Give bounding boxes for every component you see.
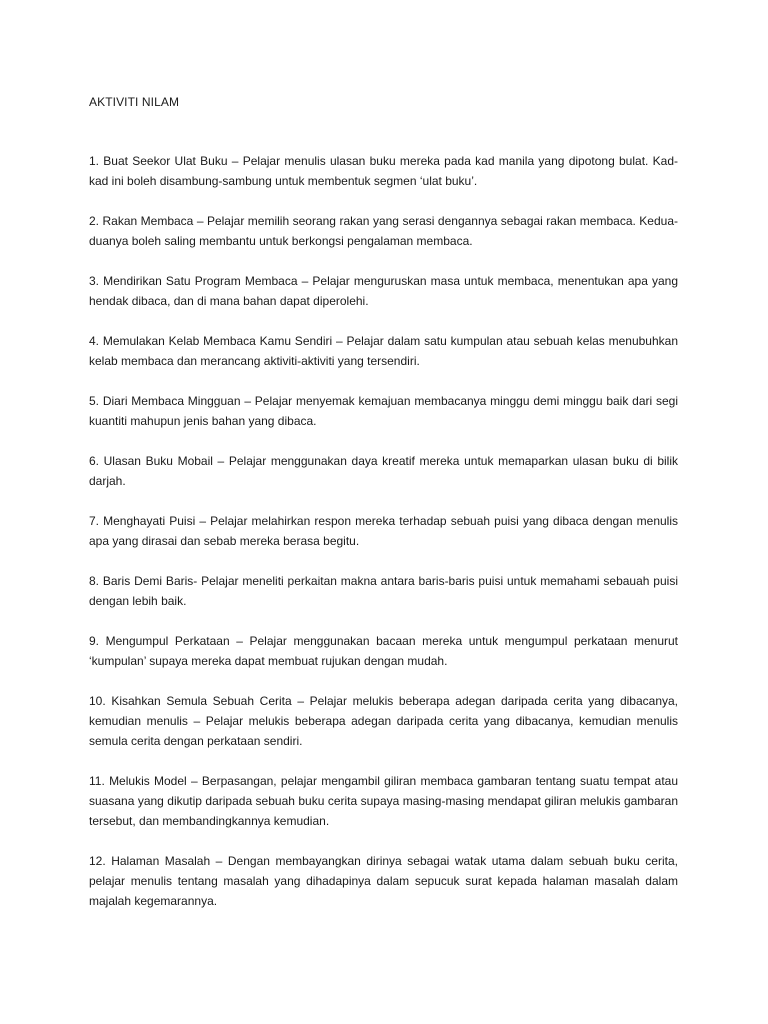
- activity-item-1: 1. Buat Seekor Ulat Buku – Pelajar menulis ulasan buku mereka pada kad manila yang dipotong bulat. Kad-kad ini boleh disambung-sambung untuk membentuk segmen ‘ulat buku’.: [89, 154, 678, 188]
- activity-item-10: 10. Kisahkan Semula Sebuah Cerita – Pelajar melukis beberapa adegan daripada cerita yang dibacanya, kemudian menulis – Pelajar melukis beberapa adegan daripada cerita yang dibacanya, kemudian menulis semula cerita dengan perkataan sendiri.: [89, 694, 678, 748]
- activity-item-5: 5. Diari Membaca Mingguan – Pelajar menyemak kemajuan membacanya minggu demi minggu baik dari segi kuantiti mahupun jenis bahan yang dibaca.: [89, 394, 678, 428]
- activity-item-11: 11. Melukis Model – Berpasangan, pelajar mengambil giliran membaca gambaran tentang suatu tempat atau suasana yang dikutip daripada sebuah buku cerita supaya masing-masing mendapat giliran melukis gambaran tersebut, dan membandingkannya kemudian.: [89, 774, 678, 828]
- activity-item-12: 12. Halaman Masalah – Dengan membayangkan dirinya sebagai watak utama dalam sebuah buku cerita, pelajar menulis tentang masalah yang dihadapinya dalam sepucuk surat kepada halaman masalah dalam majalah kegemarannya.: [89, 854, 678, 908]
- activity-item-2: 2. Rakan Membaca – Pelajar memilih seorang rakan yang serasi dengannya sebagai rakan membaca. Kedua-duanya boleh saling membantu untuk berkongsi pengalaman membaca.: [89, 214, 678, 248]
- activity-item-8: 8. Baris Demi Baris- Pelajar meneliti perkaitan makna antara baris-baris puisi untuk memahami sebauah puisi dengan lebih baik.: [89, 574, 678, 608]
- activity-item-7: 7. Menghayati Puisi – Pelajar melahirkan respon mereka terhadap sebuah puisi yang dibaca dengan menulis apa yang dirasai dan sebab mereka berasa begitu.: [89, 514, 678, 548]
- activity-list: [89, 151, 678, 931]
- activity-item-3: 3. Mendirikan Satu Program Membaca – Pelajar menguruskan masa untuk membaca, menentukan apa yang hendak dibaca, dan di mana bahan dapat diperolehi.: [89, 274, 678, 308]
- activity-item-6: 6. Ulasan Buku Mobail – Pelajar menggunakan daya kreatif mereka untuk memaparkan ulasan buku di bilik darjah.: [89, 454, 678, 488]
- activity-item-4: 4. Memulakan Kelab Membaca Kamu Sendiri – Pelajar dalam satu kumpulan atau sebuah kelas menubuhkan kelab membaca dan merancang aktiviti-aktiviti yang tersendiri.: [89, 334, 678, 368]
- document-title: AKTIVITI NILAM: [89, 95, 180, 109]
- activity-item-9: 9. Mengumpul Perkataan – Pelajar menggunakan bacaan mereka untuk mengumpul perkataan menurut ‘kumpulan’ supaya mereka dapat membuat rujukan dengan mudah.: [89, 634, 678, 668]
